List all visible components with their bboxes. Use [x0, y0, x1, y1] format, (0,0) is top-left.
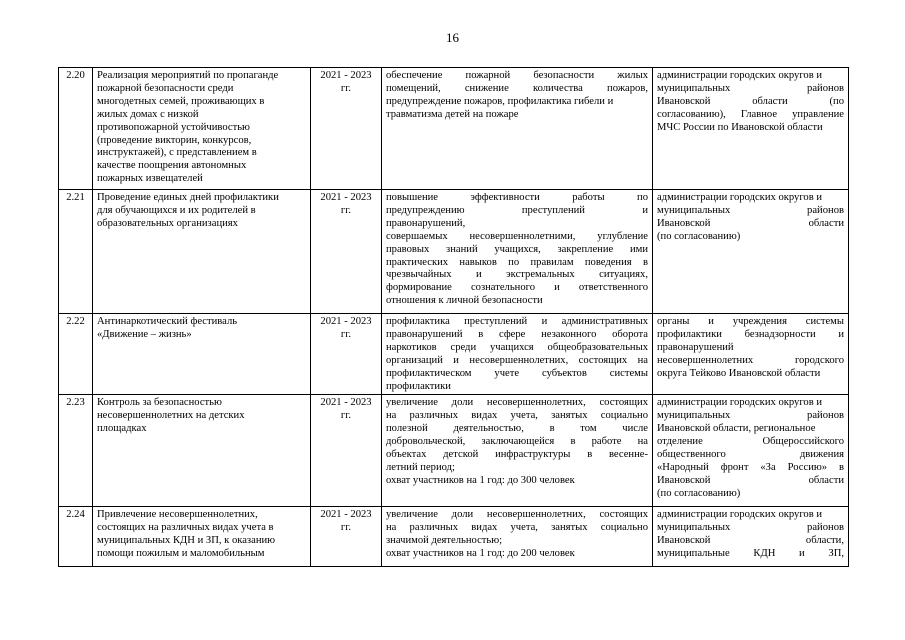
result-cell: [382, 68, 653, 190]
table-row: [59, 68, 849, 190]
measure-line: несовершеннолетних на детских: [97, 410, 245, 422]
measure-line: качестве поощрения автономных: [97, 160, 247, 172]
period-cell: [311, 507, 382, 567]
result-line: профилактики: [386, 380, 451, 392]
executor-cell: [653, 507, 849, 567]
executor-line: Ивановской области (по: [657, 95, 844, 107]
measure-cell: [93, 314, 311, 395]
executor-line: (по согласованию): [657, 487, 741, 499]
period-unit: гг.: [340, 410, 352, 422]
measure-line: жилых домах с низкой: [97, 108, 199, 120]
executor-line: правонарушений: [657, 341, 734, 353]
executor-line: администрации городских округов и: [657, 397, 823, 409]
executor-line: Ивановской области,: [657, 535, 844, 547]
period-unit: гг.: [340, 82, 352, 94]
result-cell: [382, 507, 653, 567]
result-line: охват участников на 1 год: до 200 человек: [386, 548, 575, 560]
executor-line: муниципальных районов: [657, 522, 844, 534]
result-line: практических навыков по правилам поведения в: [386, 256, 648, 268]
result-line: обеспечение пожарной безопасности жилых: [386, 70, 648, 81]
measure-line: Проведение единых дней профилактики: [97, 192, 279, 203]
executor-line: Ивановской области, региональное: [657, 423, 816, 435]
executor-line: согласованию), Главное управление: [657, 108, 844, 120]
result-line: совершаемых несовершеннолетними, углубление: [386, 230, 648, 242]
executor-line: «Народный фронт «За Россию» в: [657, 461, 844, 473]
executor-cell: [653, 68, 849, 190]
item-number: 2.21: [59, 190, 93, 314]
executor-line: профилактики безнадзорности и: [657, 328, 844, 340]
result-cell: [382, 395, 653, 507]
executor-line: муниципальных районов: [657, 410, 844, 422]
executor-line: органы и учреждения системы: [657, 316, 844, 327]
executor-line: (по согласованию): [657, 230, 741, 242]
result-line: чрезвычайных и экстремальных ситуациях,: [386, 269, 648, 281]
executor-cell: [653, 190, 849, 314]
table-row: [59, 507, 849, 567]
result-cell: [382, 314, 653, 395]
result-line: объектах детской инфраструктуры в весенне-: [386, 449, 648, 461]
table-row: [59, 314, 849, 395]
result-line: увеличение доли несовершеннолетних, состоящих: [386, 509, 648, 521]
measure-cell: [93, 190, 311, 314]
executor-line: муниципальных районов: [657, 82, 844, 94]
table-row: [59, 395, 849, 507]
executor-line: округа Тейково Ивановской области: [657, 367, 821, 379]
measure-line: Антинаркотический фестиваль: [97, 316, 238, 327]
measure-line: Привлечение несовершеннолетних,: [97, 509, 258, 521]
measure-line: «Движение – жизнь»: [97, 328, 192, 340]
result-line: повышение эффективности работы по: [386, 192, 648, 203]
measure-line: пожарной безопасности среди: [97, 82, 234, 94]
result-line: отношения к личной безопасности: [386, 295, 543, 307]
table-row: [59, 190, 849, 314]
executor-line: Ивановской области: [657, 474, 844, 486]
period-years: 2021 - 2023: [320, 192, 372, 203]
period-cell: [311, 190, 382, 314]
executor-line: муниципальные КДН и ЗП,: [657, 548, 844, 560]
executor-line: администрации городских округов и: [657, 70, 823, 81]
period-unit: гг.: [340, 522, 352, 534]
result-line: добровольческой, заключающейся в работе на: [386, 436, 648, 448]
result-line: значимой деятельностью;: [386, 535, 503, 547]
executor-line: общественного движения: [657, 449, 844, 461]
result-line: предупреждению преступлений и: [386, 204, 648, 216]
period-years: 2021 - 2023: [320, 509, 372, 521]
period-unit: гг.: [340, 204, 352, 216]
item-number: 2.23: [59, 395, 93, 507]
period-cell: [311, 68, 382, 190]
result-line: профилактическом учете субъектов системы: [386, 367, 648, 379]
period-cell: [311, 395, 382, 507]
result-line: предупреждение пожаров, профилактика гибели и: [386, 95, 614, 107]
result-line: охват участников на 1 год: до 300 человек: [386, 474, 575, 486]
period-years: 2021 - 2023: [320, 316, 372, 327]
measures-table: [58, 67, 849, 567]
measure-line: инструктажей), с представлением в: [97, 147, 257, 159]
result-line: летний период;: [386, 461, 455, 473]
executor-line: отделение Общероссийского: [657, 436, 844, 448]
executor-line: администрации городских округов и: [657, 509, 823, 521]
result-cell: [382, 190, 653, 314]
executor-cell: [653, 395, 849, 507]
page-number: 16: [446, 30, 459, 45]
period-years: 2021 - 2023: [320, 397, 372, 409]
measure-line: помощи пожилым и маломобильным: [97, 548, 265, 560]
measure-line: муниципальных КДН и ЗП, к оказанию: [97, 535, 276, 547]
measure-line: Реализация мероприятий по пропаганде: [97, 70, 279, 81]
result-line: формирование сознательного и ответственного: [386, 282, 648, 294]
result-line: на различных видах учета, занятых социально: [386, 410, 648, 422]
executor-line: муниципальных районов: [657, 204, 844, 216]
result-line: помещений, снижение количества пожаров,: [386, 82, 648, 94]
measure-cell: [93, 507, 311, 567]
measure-line: для обучающихся и их родителей в: [97, 204, 256, 216]
result-line: организаций и несовершеннолетних, состоящих на: [386, 354, 648, 366]
period-years: 2021 - 2023: [320, 70, 372, 81]
measure-line: противопожарной устойчивостью: [97, 121, 250, 133]
executor-cell: [653, 314, 849, 395]
executor-line: несовершеннолетних городского: [657, 354, 844, 366]
executor-line: Ивановской области: [657, 217, 844, 229]
item-number: 2.20: [59, 68, 93, 190]
result-line: увеличение доли несовершеннолетних, состоящих: [386, 397, 648, 409]
executor-line: администрации городских округов и: [657, 192, 823, 203]
measure-line: пожарных извещателей: [97, 173, 203, 185]
result-line: полезной деятельностью, в том числе: [386, 423, 648, 435]
executor-line: МЧС России по Ивановской области: [657, 121, 823, 133]
measure-cell: [93, 68, 311, 190]
measure-line: (проведение викторин, конкурсов,: [97, 134, 252, 146]
measure-cell: [93, 395, 311, 507]
measure-line: Контроль за безопасностью: [97, 397, 222, 409]
item-number: 2.24: [59, 507, 93, 567]
period-cell: [311, 314, 382, 395]
measure-line: образовательных организациях: [97, 217, 238, 229]
measure-line: состоящих на различных видах учета в: [97, 522, 274, 534]
result-line: правонарушений,: [386, 217, 466, 229]
result-line: правовых знаний учащихся, закрепление ими: [386, 243, 648, 255]
item-number: 2.22: [59, 314, 93, 395]
result-line: профилактика преступлений и административных: [386, 316, 648, 327]
period-unit: гг.: [340, 328, 352, 340]
result-line: наркотиков среди учащихся общеобразовательных: [386, 341, 648, 353]
result-line: травматизма детей на пожаре: [386, 108, 519, 120]
measure-line: многодетных семей, проживающих в: [97, 95, 265, 107]
measure-line: площадках: [97, 423, 147, 435]
result-line: на различных видах учета, занятых социально: [386, 522, 648, 534]
result-line: правонарушений в сфере незаконного оборота: [386, 328, 648, 340]
